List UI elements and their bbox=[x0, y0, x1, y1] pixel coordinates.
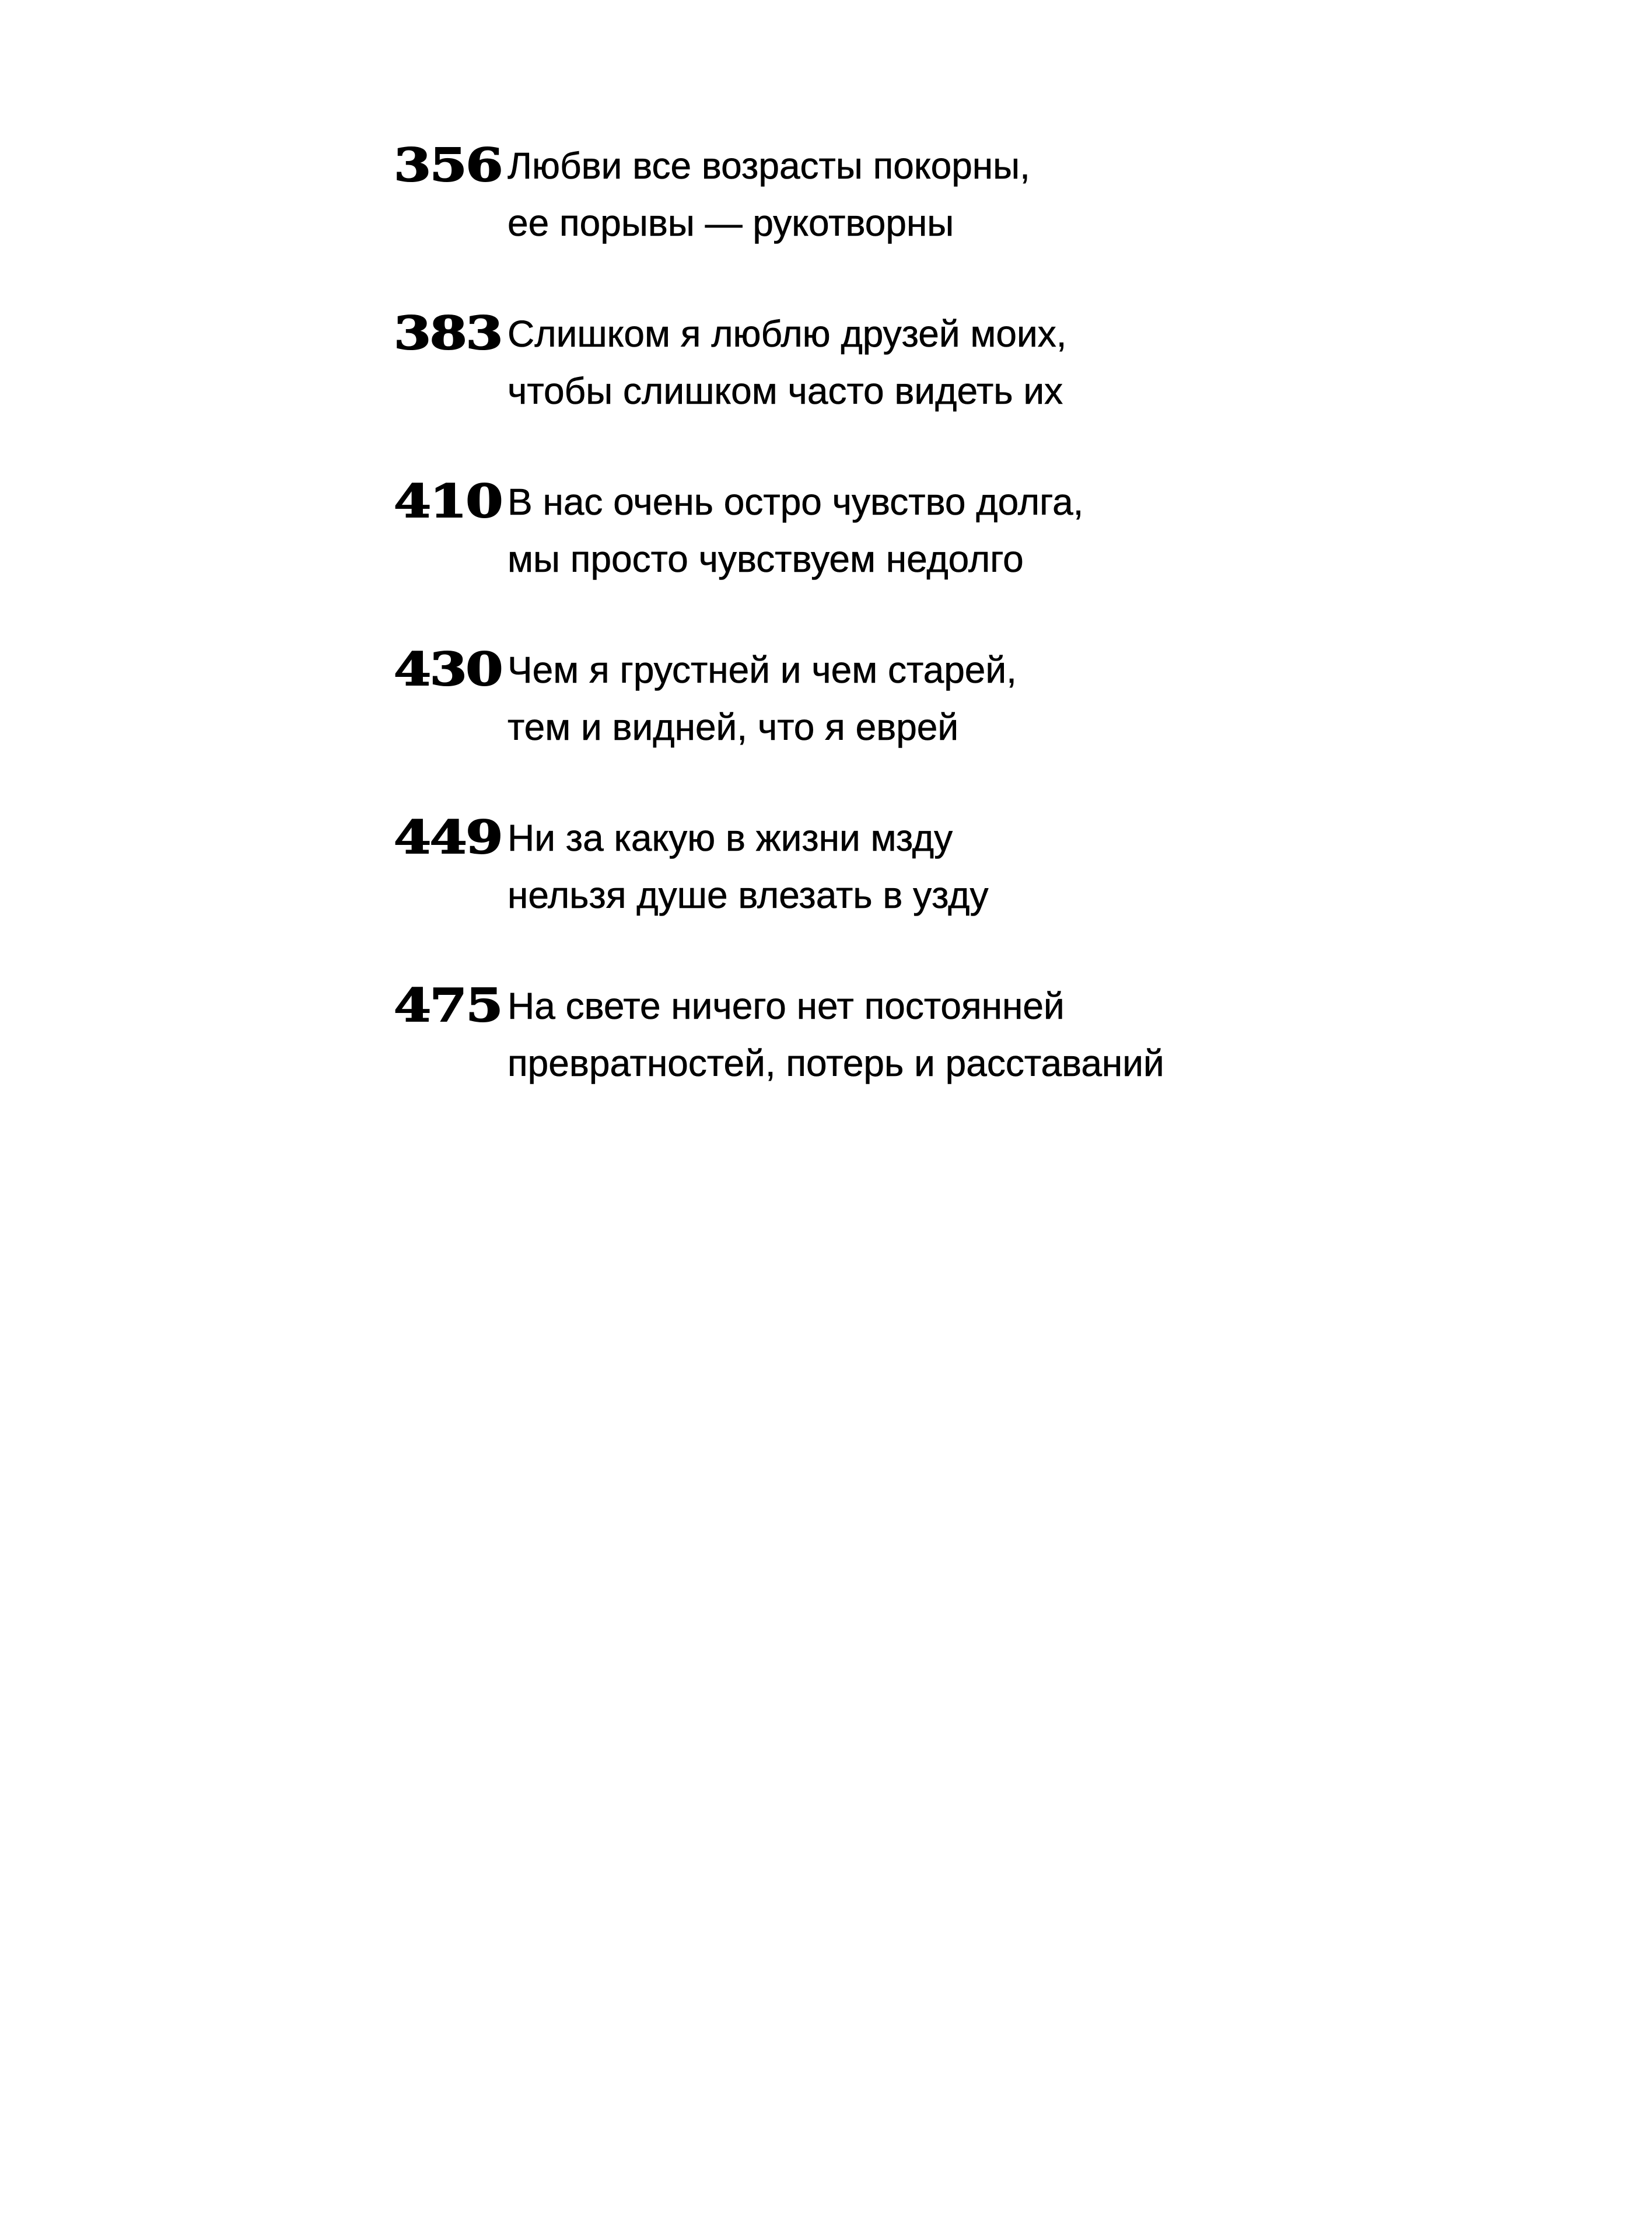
entry-number: 475 bbox=[394, 979, 502, 1032]
entry-number: 430 bbox=[394, 643, 502, 696]
entry-text bbox=[508, 641, 1017, 756]
entry-number: 356 bbox=[394, 139, 502, 192]
entry-text bbox=[508, 305, 1067, 420]
entry-line: нельзя душе влезать в узду bbox=[508, 874, 989, 916]
entry-number: 383 bbox=[394, 307, 502, 360]
entry-449 bbox=[394, 809, 1444, 924]
entry-410 bbox=[394, 473, 1444, 588]
entry-line: ее порывы — рукотворны bbox=[508, 202, 954, 244]
entry-356 bbox=[394, 137, 1444, 251]
entry-text bbox=[508, 473, 1083, 588]
entry-line: Чем я грустней и чем старей, bbox=[508, 649, 1017, 691]
entry-475 bbox=[394, 977, 1444, 1092]
entry-text bbox=[508, 809, 988, 924]
entry-line: Слишком я люблю друзей моих, bbox=[508, 313, 1067, 355]
entry-line: тем и видней, что я еврей bbox=[508, 706, 959, 748]
entry-number: 449 bbox=[394, 811, 502, 864]
entry-line: В нас очень остро чувство долга, bbox=[508, 481, 1084, 523]
entry-text bbox=[508, 137, 1030, 251]
entry-line: превратностей, потерь и расставаний bbox=[508, 1042, 1164, 1084]
entry-line: Любви все возрасты покорны, bbox=[508, 145, 1030, 187]
entry-text bbox=[508, 977, 1164, 1092]
entry-line: мы просто чувствуем недолго bbox=[508, 538, 1024, 580]
entry-line: чтобы слишком часто видеть их bbox=[508, 370, 1063, 412]
entry-430 bbox=[394, 641, 1444, 756]
entry-line: Ни за какую в жизни мзду bbox=[508, 817, 953, 859]
quatrain-list bbox=[394, 137, 1444, 1145]
entry-number: 410 bbox=[394, 475, 502, 528]
entry-383 bbox=[394, 305, 1444, 420]
entry-line: На свете ничего нет постоянней bbox=[508, 985, 1065, 1027]
